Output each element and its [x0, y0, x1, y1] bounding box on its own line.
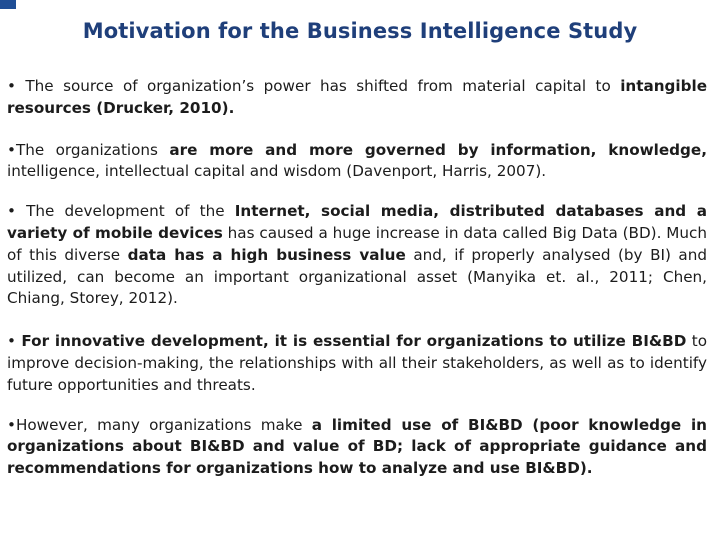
slide-body	[7, 76, 707, 498]
paragraph-emphasis-segment: Internet, social media, distributed databases and a variety of mobile devices	[7, 202, 707, 242]
paragraph-text-segment: to improve decision-making, the relationships with all their stakeholders, as well as to identify future opportunities and threats.	[7, 332, 707, 394]
paragraph-text-segment: has caused a huge increase in data called Big Data (BD). Much of this diverse	[7, 223, 707, 264]
paragraph-text-segment: • The source of organization’s power has shifted from material capital to	[7, 77, 621, 95]
bullet-paragraph-3	[7, 201, 707, 310]
paragraph-text-segment: •	[7, 332, 22, 351]
bullet-paragraph-2	[7, 140, 707, 184]
paragraph-text-segment: •However, many organizations make	[7, 415, 312, 434]
paragraph-text-segment: and, if properly analysed (by BI) and utilized, can become an important organizational asset (Manyika et. al., 2011; Chen, Chiang, Storey, 2012).	[7, 245, 707, 308]
corner-accent-mark	[0, 0, 16, 9]
bullet-paragraph-5	[7, 415, 707, 480]
paragraph-text-segment: intelligence, intellectual capital and wisdom (Davenport, Harris, 2007).	[7, 162, 547, 181]
bullet-paragraph-1	[7, 76, 707, 120]
paragraph-emphasis-segment: a limited use of BI&BD (poor knowledge in organizations about BI&BD and value of BD; lack of appropriate guidance and recommendations for organizations how to analyze and use BI&BD).	[7, 415, 707, 478]
paragraph-text-segment: • The development of the	[7, 202, 235, 221]
bullet-paragraph-4	[7, 331, 707, 396]
slide-title: Motivation for the Business Intelligence Study	[82, 19, 638, 43]
paragraph-emphasis-segment: For innovative development, it is essential for organizations to utilize BI&BD	[21, 332, 687, 351]
paragraph-emphasis-segment: intangible resources (Drucker, 2010).	[7, 77, 707, 117]
paragraph-emphasis-segment: are more and more governed by information, knowledge,	[169, 140, 707, 159]
paragraph-emphasis-segment: data has a high business value	[127, 245, 406, 264]
paragraph-text-segment: •The organizations	[7, 140, 170, 159]
